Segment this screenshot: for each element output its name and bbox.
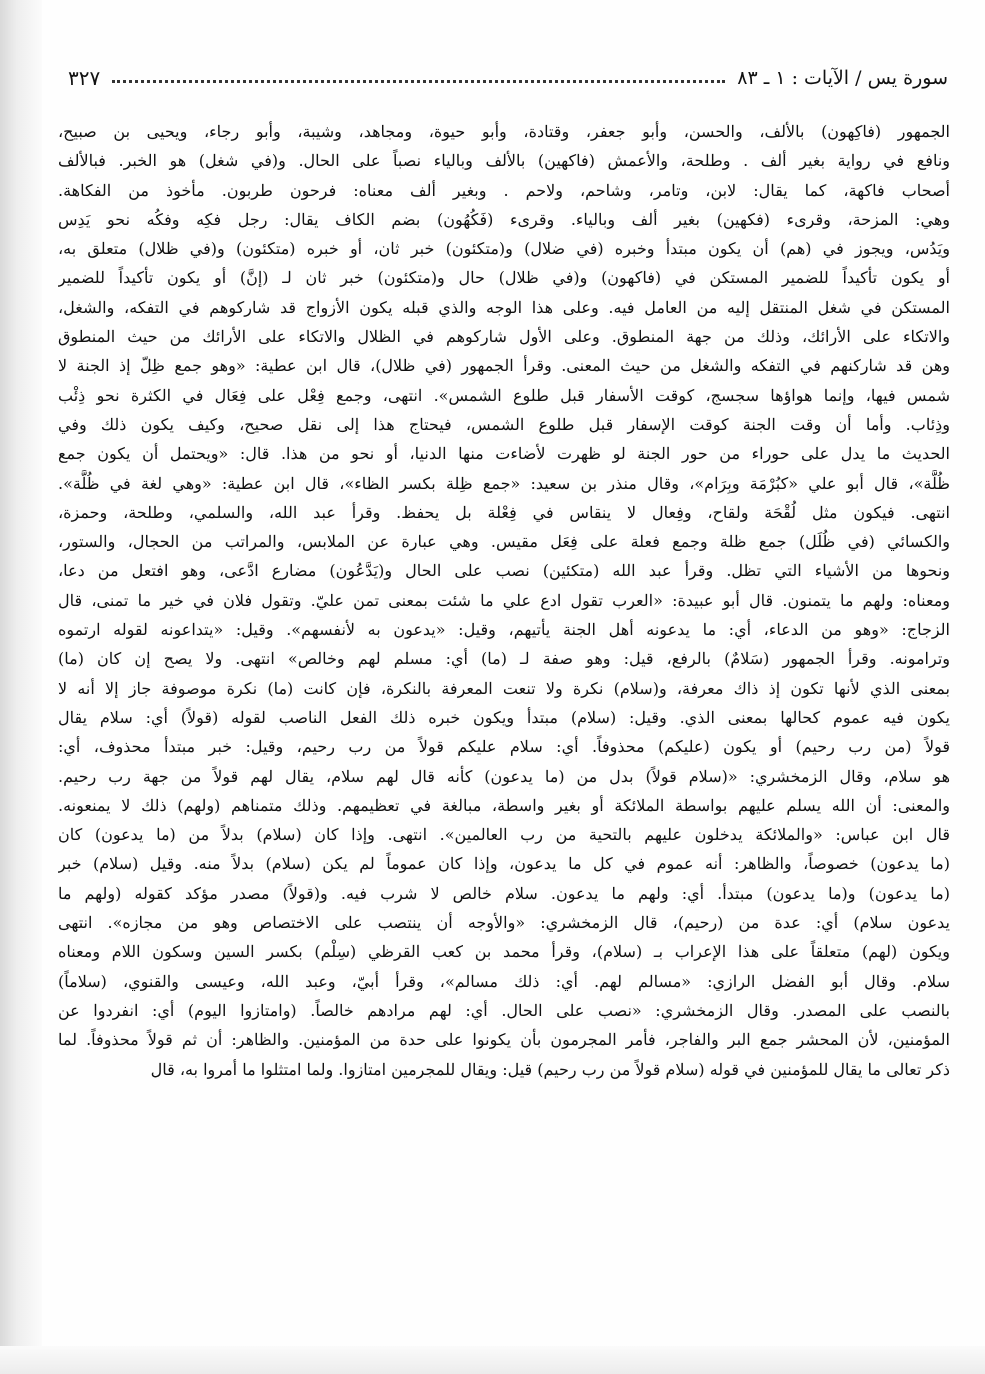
header-dotted-leader xyxy=(112,80,725,83)
text-line: يدعون سلام) أي: عدة من (رحيم)، قال الزمخشري: «والأوجه أن ينتصب على الاختصاص وهو من مجازه». انتهى xyxy=(58,913,950,933)
text-line: والكسائي (في ظُلَل) جمع ظلة وجمع فعلة على فِعَل مقيس. وهي عبارة عن الملابس، والمراتب من الحجال، والستور، xyxy=(58,532,950,552)
text-line: الحديث ما يدل على حوراء من حور الجنة لو ظهرت لأضاءت منها الدنيا، أو نحو من هذا. قال: «ويحتمل أن يكون جمع xyxy=(58,444,950,464)
text-line: ذكر تعالى ما يقال للمؤمنين في قوله (سلام قولاً من رب رحيم) قيل: ويقال للمجرمين امتازوا. ولما امتثلوا ما أمروا به، قال xyxy=(150,1059,950,1079)
binding-gutter-shadow xyxy=(0,0,42,1374)
text-line: الزجاج: «وهو من الدعاء، أي: ما يدعونه أهل الجنة يأتيهم، وقيل: «يدعون به لأنفسهم». وقيل: «يتداعونه لقوله ارتموه xyxy=(58,620,950,640)
text-line: ومعناه: ولهم ما يتمنون. قال أبو عبيدة: «العرب تقول ادع علي ما شئت بمعنى تمن عليّ. وتقول فلان في خير ما تمنى، قال xyxy=(58,590,950,610)
text-line: (ما يدعون) خصوصاً، والظاهر: أنه عموم في كل ما يدعون، وإذا كان عموماً لم يكن (سلام) بدلاً منه. وقيل (سلام) خبر xyxy=(58,854,950,874)
text-line: يكون فيه عموم كحالها بمعنى الذي. وقيل: (سلام) مبتدأ ويكون خبره ذلك الفعل الناصب لقوله (قولاً) أي: سلام يقال xyxy=(58,707,950,727)
text-line: أو يكون تأكيداً للضمير المستكن في (فاكهون) و(في ظلال) حال و(متكئون) خبر ثان لـ (إنَّ) أو يكون تأكيداً للضمير xyxy=(58,268,950,288)
text-line: المؤمنين، لأن المحشر جمع البر والفاجر، فأمر المجرمون بأن يكونوا على حدة من المؤمنين. والظاهر: أن ثم قولاً محذوفاً. لما xyxy=(58,1030,950,1050)
text-line: والمعنى: أن الله يسلم عليهم بواسطة الملائكة أو بغير واسطة، مبالغة في تعظيمهم. وذلك متمناهم (ولهم) ذلك لا يمنعونه. xyxy=(58,795,950,815)
text-line: وهي: المزحة، وقرىء (فكهين) بغير ألف وبالياء. وقرىء (فَكُهُون) بضم الكاف يقال: رجل فكِه وفكُه نحو يَدِس xyxy=(58,209,950,229)
text-line: والاتكاء على الأرائك، وذلك من جهة المنطوق. وعلى الأول شاركوهم في الظلال والاتكاء على الأرائك من حيث المنطوق xyxy=(58,327,950,347)
text-line: المستكن في شغل المنتقل إليه من العامل فيه. وعلى هذا الوجه والذي قبله يكون الأزواج قد شاركوهم في التفكه، والشغل، xyxy=(58,297,950,317)
text-line: ويكون (لهم) متعلقاً على هذا الإعراب بـ (سلام)، وقرأ محمد بن كعب القرظي (سِلْم) بكسر السين وسكون اللام ومعناه xyxy=(58,942,950,962)
text-line: وذِئاب. وأما أن وقت الجنة كوقت الإسفار قبل طلوع الشمس، فيحتاج هذا إلى نقل صحيح، وكيف يكون ذلك وفي xyxy=(58,414,950,434)
text-line: انتهى. فيكون مثل لُقْحَة ولقاح، وفِعال لا ينقاس في فِعْلة بل يحفظ. وقرأ عبد الله، والسلمي، وطلحة، وحمزة، xyxy=(58,502,950,522)
page-number: ٣٢٧ xyxy=(68,66,101,90)
text-line: قولاً (من رب رحيم) أو يكون (عليكم) محذوفاً. أي: سلام عليكم قولاً من رب رحيم، وقيل: خبر مبتدأ محذوف، أي: xyxy=(58,737,950,757)
text-line: هو سلام، وقال الزمخشري: «(سلام قولاً) بدل من (ما يدعون) كأنه قال لهم سلام، يقال لهم قولاً من جهة رب رحيم. xyxy=(58,766,950,786)
commentary-text xyxy=(58,118,950,1268)
text-line: شمس فيها، وإنما هواؤها سجسج، كوقت الأسفار قبل طلوع الشمس». انتهى، وجمع فِعْل على فِعَال في الكثرة نحو ذِئْب xyxy=(58,385,950,405)
text-line: أصحاب فاكهة، كما يقال: لابن، وتامر، وشاحم، ولاحم . وبغير ألف معناه: فرحون طربون. مأخوذ من الفكاهة. xyxy=(58,180,950,200)
text-line: سلام. وقال أبو الفضل الرازي: «مسالم لهم. أي: ذلك مسالم»، وقرأ أبيّ، وعبد الله، وعيسى والقنوي، (سلاماً) xyxy=(58,971,950,991)
text-line: قال ابن عباس: «والملائكة يدخلون عليهم بالتحية من رب العالمين». انتهى. وإذا كان (سلام) بدلاً من (ما يدعون) كان xyxy=(58,825,950,845)
text-line: الجمهور (فاكِهون) بالألف، والحسن، وأبو جعفر، وقتادة، وأبو حيوة، ومجاهد، وشيبة، وأبو رجاء، ويحيى بن صبيح، xyxy=(58,122,950,141)
text-line: وترامونه. وقرأ الجمهور (سَلامٌ) بالرفع، قيل: وهو صفة لـ (ما) أي: مسلم لهم وخالص» انتهى. ولا يصح إن كان (ما) xyxy=(58,649,950,669)
text-line: بمعنى الذي لأنها تكون إذ ذاك معرفة، و(سلام) نكرة ولا تنعت المعرفة بالنكرة، فإن كانت (ما) نكرة موصوفة جاز إلا أنه لا xyxy=(58,678,950,698)
text-line: ويَدُس، ويجوز في (هم) أن يكون مبتدأ وخبره (في ضلال) و(متكئون) خبر ثان، أو خبره (متكئون) و(في ظلال) متعلق به، xyxy=(58,239,950,259)
text-line: (ما يدعون) و(ما يدعون) مبتدأ. أي: ولهم ما يدعون. سلام خالص لا شرب فيه. و(قولاً) مصدر مؤكد كقوله (ولهم ما xyxy=(58,883,950,903)
text-line: ونحوها من الأشياء التي تظل. وقرأ عبد الله (متكئين) نصب على الحال و(يَدَّعُون) مضارع ادَّعى، وهو افتعل من دعا، xyxy=(58,561,950,581)
text-line: بالنصب على المصدر. وقال الزمخشري: «نصب على الحال. أي: لهم مرادهم خالصاً. (وامتازوا اليوم) أي: انفردوا عن xyxy=(58,1000,950,1020)
page-header xyxy=(68,58,948,98)
page-bottom-shadow xyxy=(0,1346,985,1374)
text-line: ونافع في رواية بغير ألف . وطلحة، والأعمش (فاكهين) بالألف وبالياء نصباً على الحال. و(في شغل) هو الخبر. فبالألف xyxy=(58,151,950,171)
running-title: سورة يس / الآيات : ١ ـ ٨٣ xyxy=(737,67,948,89)
text-line: ظُلَّة»، قال أبو علي «كبُرْمَة وبِرَام»، وقال منذر بن سعيد: «جمع ظِلة بكسر الظاء»، قال ابن عطية: «وهي لغة في ظُلَّة». xyxy=(58,473,950,493)
text-line: وهن قد شاركنهم في التفكه والشغل من حيث المعنى. وقرأ الجمهور (في ظلال)، قال ابن عطية: «وهو جمع ظِلّ إذ الجنة لا xyxy=(58,356,950,376)
